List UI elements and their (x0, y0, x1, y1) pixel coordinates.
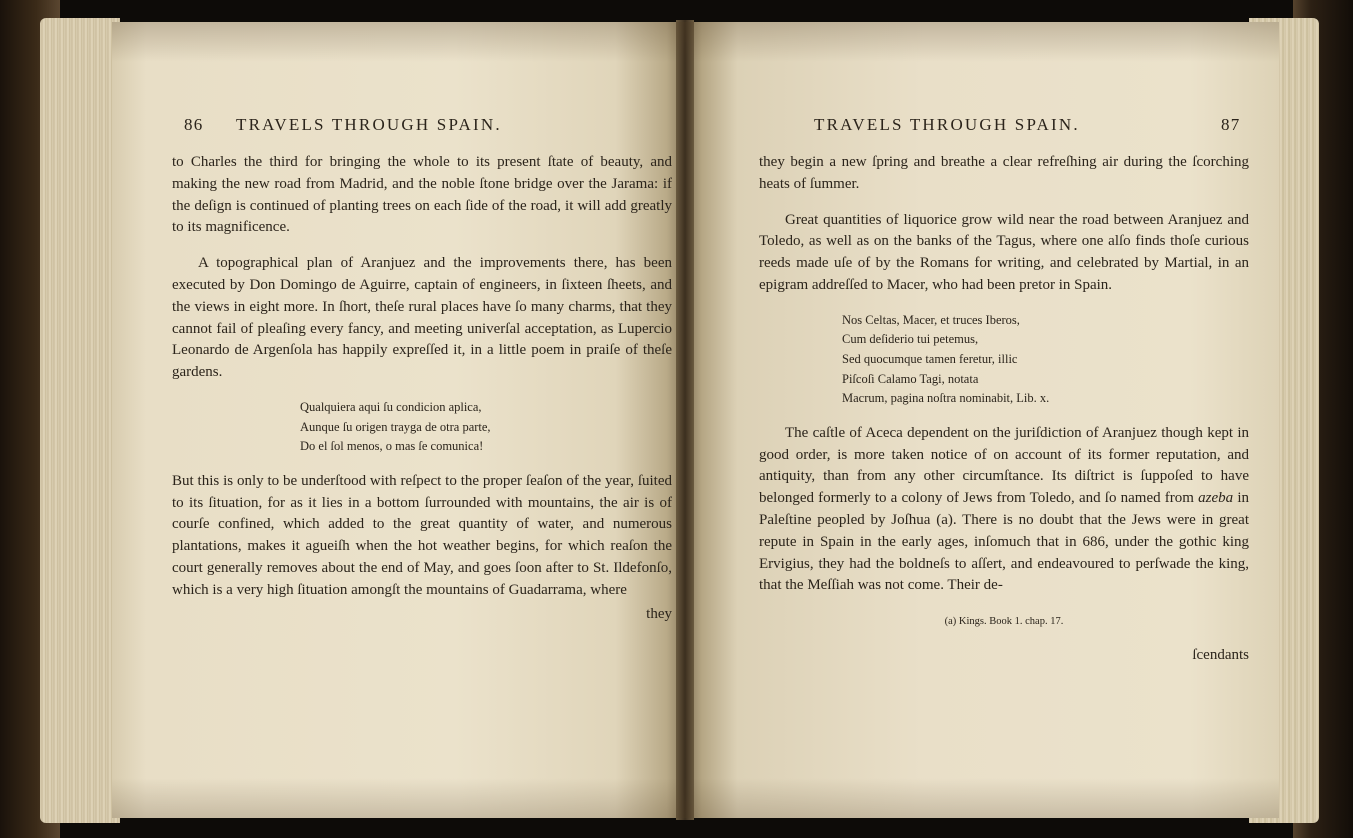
left-paragraph-3: But this is only to be underſtood with reſpect to the proper ſeaſon of the year, ſuited to its ſituation, for as it lies in a bottom ſurrounded with mountains, the air is of courſe confined, which added to the great quantity of water, and numerous plantations, makes it agueiſh when the hot weather begins, for which reaſon the court generally removes about the end of May, and goes ſoon after to St. Ildefonſo, which is a very high ſituation amongſt the mountains of Guadarrama, where (172, 472, 672, 598)
left-running-title: TRAVELS THROUGH SPAIN. (236, 115, 502, 134)
right-paragraph-3-part-a: The caſtle of Aceca dependent on the juriſdiction of Aranjuez though kept in good order, is more taken notice of on account of its former reputation, and antiquity, than from any other circumſtance. Its diſtrict is ſuppoſed to have belonged formerly to a colony of Jews from Toledo, and ſo named from (759, 424, 1249, 507)
left-verse-line: Do el ſol menos, o mas ſe comunica! (300, 439, 484, 454)
right-footnote: (a) Kings. Book 1. chap. 17. (944, 616, 1064, 628)
right-verse-line: Piſcoſi Calamo Tagi, notata (842, 371, 979, 386)
left-paragraph-1: to Charles the third for bringing the whole to its present ſtate of beauty, and making the new road from Madrid, and the noble ſtone bridge over the Jarama: if the deſign is continued of planting trees on each ſide of the road, it will add greatly to its magnificence. (172, 154, 672, 236)
left-page-number: 86 (184, 115, 204, 134)
book-gutter (676, 20, 694, 820)
right-paragraph-2: Great quantities of liquorice grow wild near the road between Aranjuez and Toledo, as well as on the banks of the Tagus, where one alſo finds thoſe curious reeds made uſe of by the Romans for writing, and celebrated by Martial, in an epigram addreſſed to Macer, who had been pretor in Spain. (759, 211, 1249, 293)
right-verse-line: Macrum, pagina noſtra nominabit, Lib. x. (842, 391, 1050, 406)
left-paragraph-2: A topographical plan of Aranjuez and the improvements there, has been executed by Don Domingo de Aguirre, captain of engineers, in ſixteen ſheets, and the views in eight more. In ſhort, theſe rural places have ſo many charms, that they cannot fail of pleaſing every fancy, and meeting univerſal acceptation, as Lupercio Leonardo de Argenſola has happily expreſſed it, in a little poem in praiſe of theſe gardens. (172, 255, 672, 381)
left-page-edges (40, 18, 120, 823)
left-catchword: they (646, 605, 672, 622)
right-verse-quote (842, 311, 1249, 409)
left-page-text (172, 114, 672, 625)
left-verse-quote (300, 398, 672, 457)
right-paragraph-3 (759, 423, 1249, 597)
left-verse-line: Qualquiera aqui ſu condicion aplica, (300, 399, 482, 414)
right-running-title: TRAVELS THROUGH SPAIN. (814, 115, 1080, 134)
right-page-number: 87 (1221, 115, 1241, 134)
right-verse-line: Nos Celtas, Macer, et truces Iberos, (842, 312, 1020, 327)
left-verse-line: Aunque ſu origen trayga de otra parte, (300, 419, 491, 434)
right-verse-line: Sed quocumque tamen feretur, illic (842, 351, 1018, 366)
left-running-head (172, 114, 672, 138)
right-paragraph-1: they begin a new ſpring and breathe a clear refreſhing air during the ſcorching heats of ſummer. (759, 154, 1249, 192)
right-paragraph-3-part-b: in Paleſtine peopled by Joſhua (a). There is no doubt that the Jews were in great repute in Spain in the early ages, inſomuch that in 686, under the gothic king Ervigius, they had the boldneſs to aſſert, and endeavoured to perſwade the king, that the Meſſiah was not come. Their de- (759, 490, 1249, 594)
azeba-italic: azeba (1198, 490, 1234, 507)
right-page-text (759, 114, 1249, 667)
right-catchword: ſcendants (1192, 646, 1249, 663)
right-running-head (759, 114, 1249, 138)
right-verse-line: Cum deſiderio tui petemus, (842, 332, 979, 347)
